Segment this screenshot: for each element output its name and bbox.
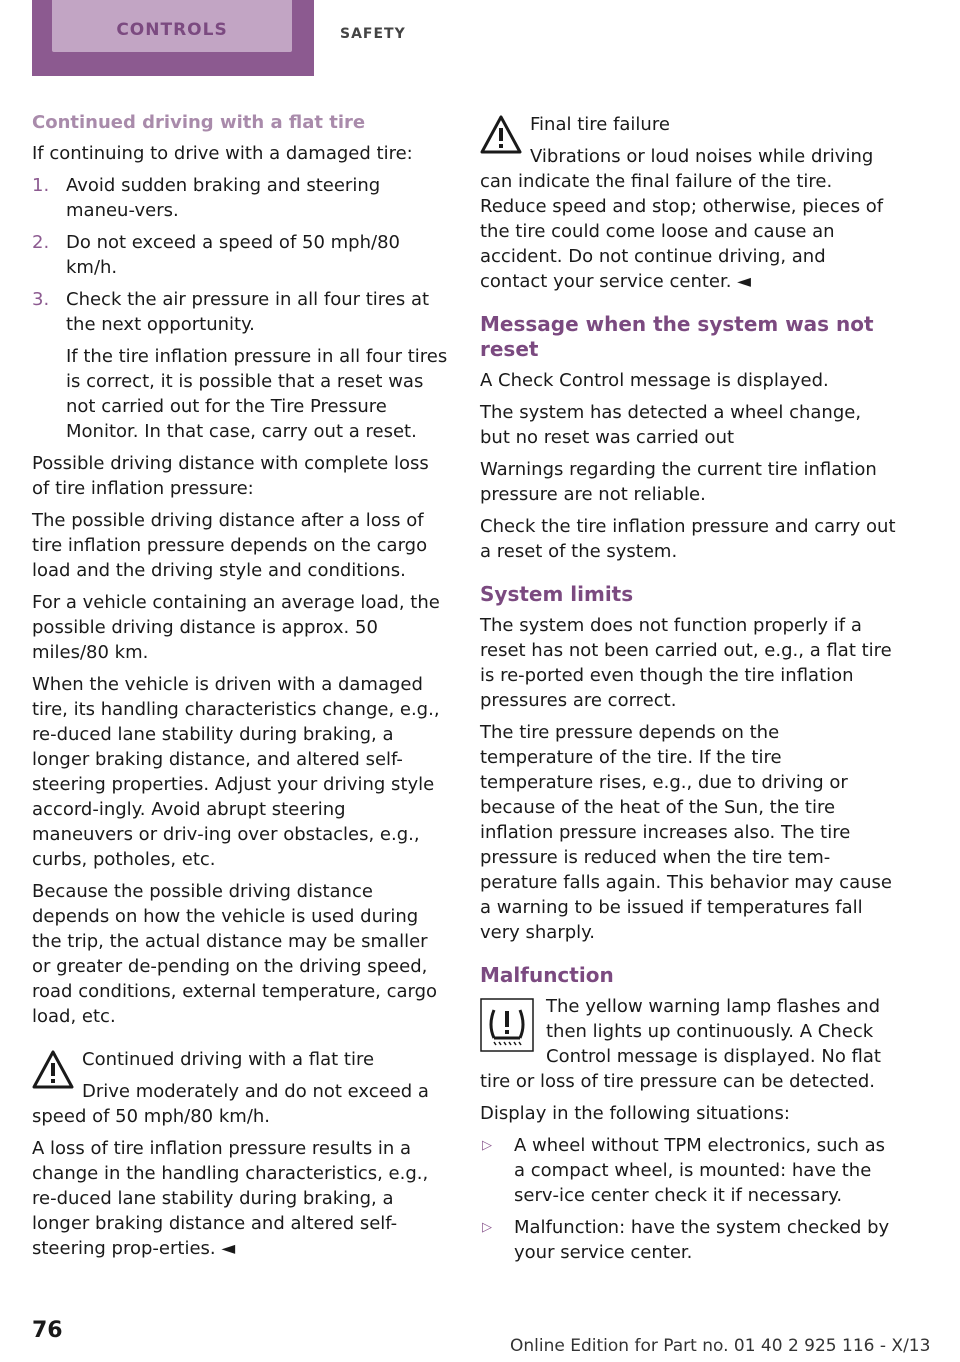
steps-list: [32, 173, 448, 444]
heading-malfunction: Malfunction: [480, 963, 614, 987]
paragraph: Because the possible driving distance depends on how the vehicle is used during the trip, the actual distance may be smaller or greater de‐pending on the driving speed, road conditions, external temperature, cargo load, etc.: [32, 881, 438, 1027]
step-item: [32, 230, 448, 280]
paragraph: A Check Control message is displayed.: [480, 370, 829, 391]
tire-pressure-warning-lamp-icon: [480, 998, 534, 1052]
heading-message-not-reset: Message when the system was not reset: [480, 312, 874, 361]
list-item: [480, 1215, 896, 1265]
step-text: Do not exceed a speed of 50 mph/80 km/h.: [66, 232, 400, 278]
footer-edition: Online Edition for Part no. 01 40 2 925 116 - X/13: [510, 1336, 931, 1356]
subheading-flat-tire: Continued driving with a flat tire: [32, 112, 366, 133]
warning-block: [480, 110, 896, 294]
malfunction-block: [480, 994, 896, 1094]
list-item-text: Malfunction: have the system checked by your service center.: [514, 1217, 890, 1263]
situations-list: [480, 1133, 896, 1265]
paragraph: Possible driving distance with complete loss of tire inflation pressure:: [32, 453, 429, 499]
paragraph: Warnings regarding the current tire inflation pressure are not reliable.: [480, 459, 877, 505]
warning-triangle-icon: [480, 114, 522, 156]
paragraph: The tire pressure depends on the temperature of the tire. If the tire temperature rises, e.g., due to driving or because of the heat of the Sun, the tire inflation pressure increases also. The tire pressure is reduced when the tire tem‐perature falls again. This behavior may cause a warning to be issued if temperatures fall very sharply.: [480, 722, 892, 943]
paragraph: The yellow warning lamp flashes and then lights up continuously. A Check Control message is displayed. No flat tire or loss of tire pressure can be detected.: [480, 996, 881, 1092]
heading-system-limits: System limits: [480, 582, 634, 606]
page-number: 76: [32, 1318, 63, 1343]
triangle-bullet-icon: ▷: [482, 1220, 492, 1235]
warning-text: Drive moderately and do not exceed a speed of 50 mph/80 km/h.: [32, 1081, 429, 1127]
intro-text: If continuing to drive with a damaged tire:: [32, 143, 413, 164]
tab-controls-label: CONTROLS: [116, 20, 228, 40]
step-item: [32, 173, 448, 223]
paragraph: Display in the following situations:: [480, 1103, 790, 1124]
step-subtext: If the tire inflation pressure in all four tires is correct, it is possible that a reset was not carried out for the Tire Pressure Monitor. In that case, carry out a reset.: [66, 346, 448, 442]
list-item-text: A wheel without TPM electronics, such as a compact wheel, is mounted: have the serv‐ice center check it if necessary.: [514, 1135, 885, 1206]
step-number: 3.: [32, 289, 50, 310]
tab-controls: [32, 0, 314, 76]
paragraph: The possible driving distance after a loss of tire inflation pressure depends on the cargo load and the driving style and conditions.: [32, 510, 428, 581]
paragraph: When the vehicle is driven with a damaged tire, its handling characteristics change, e.g., re‐duced lane stability during braking, a longer braking distance, and altered self-steering properties. Adjust your driving style accord‐ingly. Avoid abrupt steering maneuvers or driv‐ing over obstacles, e.g., curbs, potholes, etc.: [32, 674, 440, 870]
step-number: 2.: [32, 232, 50, 253]
step-number: 1.: [32, 175, 50, 196]
warning-block: [32, 1045, 448, 1129]
warning-text: Vibrations or loud noises while driving can indicate the final failure of the tire. Reduce speed and stop; otherwise, pieces of the tire could come loose and cause an accident. Do not continue driving, and contact your service center. ◄: [480, 146, 884, 292]
paragraph: The system does not function properly if a reset has not been carried out, e.g., a flat tire is re‐ported even though the tire inflation pressures are correct.: [480, 615, 892, 711]
paragraph: The system has detected a wheel change, but no reset was carried out: [480, 402, 862, 448]
warning-title: Final tire failure: [530, 114, 670, 135]
tab-safety-label: SAFETY: [340, 26, 406, 42]
warning-title: Continued driving with a flat tire: [82, 1049, 375, 1070]
paragraph: Check the tire inflation pressure and carry out a reset of the system.: [480, 516, 896, 562]
step-text: Check the air pressure in all four tires at the next opportunity.: [66, 289, 430, 335]
tab-controls-inner: [52, 0, 292, 52]
left-column: [32, 110, 448, 1268]
step-text: Avoid sudden braking and steering maneu‐vers.: [66, 175, 381, 221]
step-item: [32, 287, 448, 444]
paragraph: For a vehicle containing an average load, the possible driving distance is approx. 50 miles/80 km.: [32, 592, 440, 663]
warning-triangle-icon: [32, 1049, 74, 1091]
list-item: [480, 1133, 896, 1208]
triangle-bullet-icon: ▷: [482, 1138, 492, 1153]
right-column: [480, 110, 896, 1272]
paragraph: A loss of tire inflation pressure results in a change in the handling characteristics, e.g., re‐duced lane stability during braking, a longer braking distance and altered self-steering prop‐erties. ◄: [32, 1138, 429, 1259]
